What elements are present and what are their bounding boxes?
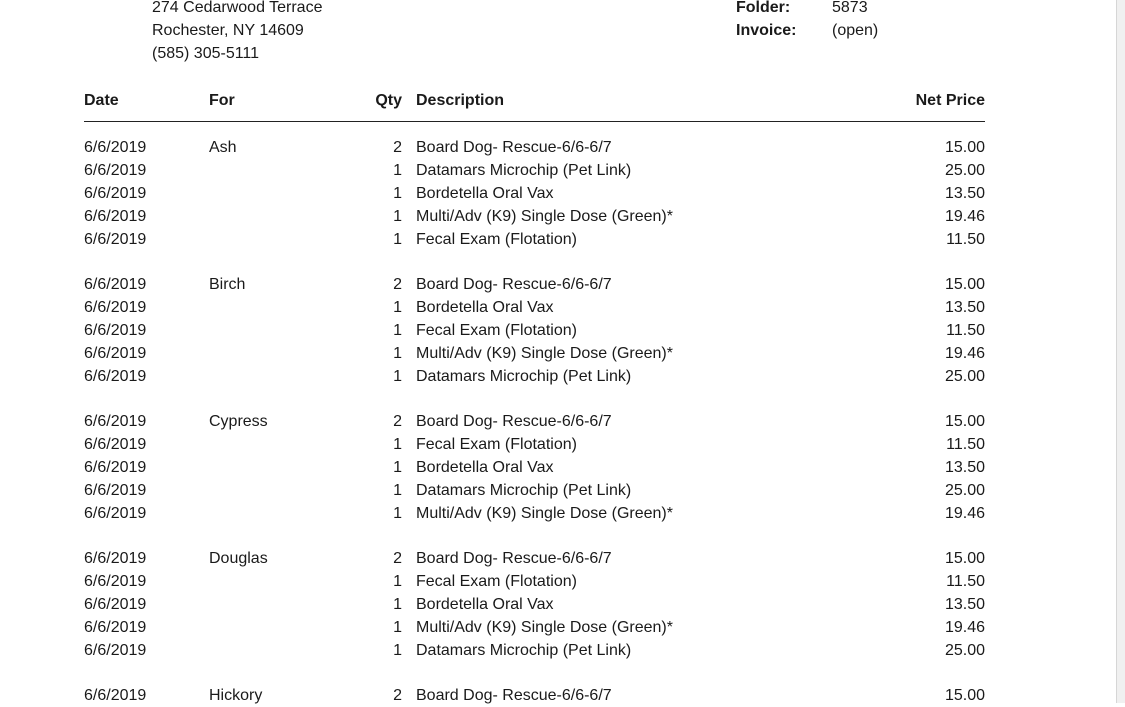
row-description: Board Dog- Rescue-6/6-6/7 bbox=[416, 687, 612, 704]
row-date: 6/6/2019 bbox=[84, 482, 147, 499]
table-row bbox=[0, 228, 1116, 251]
row-qty: 1 bbox=[393, 436, 402, 453]
table-row bbox=[0, 639, 1116, 662]
table-row bbox=[0, 365, 1116, 388]
table-row bbox=[0, 479, 1116, 502]
row-net-price: 11.50 bbox=[946, 231, 985, 248]
customer-phone: (585) 305-5111 bbox=[152, 45, 260, 62]
row-date: 6/6/2019 bbox=[84, 642, 147, 659]
row-date: 6/6/2019 bbox=[84, 322, 147, 339]
table-row bbox=[0, 273, 1116, 296]
table-row bbox=[0, 456, 1116, 479]
row-qty: 2 bbox=[393, 550, 402, 567]
row-date: 6/6/2019 bbox=[84, 231, 147, 248]
row-qty: 1 bbox=[393, 482, 402, 499]
row-description: Bordetella Oral Vax bbox=[416, 299, 554, 316]
row-net-price: 13.50 bbox=[944, 299, 985, 316]
table-row bbox=[0, 159, 1116, 182]
row-qty: 2 bbox=[393, 276, 402, 293]
row-date: 6/6/2019 bbox=[84, 436, 147, 453]
row-net-price: 19.46 bbox=[944, 505, 985, 522]
row-description: Fecal Exam (Flotation) bbox=[416, 231, 577, 248]
row-qty: 1 bbox=[393, 619, 402, 636]
row-date: 6/6/2019 bbox=[84, 413, 147, 430]
row-net-price: 25.00 bbox=[944, 482, 985, 499]
row-net-price: 25.00 bbox=[944, 642, 985, 659]
row-qty: 1 bbox=[393, 322, 402, 339]
column-header-for: For bbox=[209, 92, 235, 109]
row-net-price: 11.50 bbox=[946, 322, 985, 339]
row-qty: 1 bbox=[393, 459, 402, 476]
row-date: 6/6/2019 bbox=[84, 596, 147, 613]
row-date: 6/6/2019 bbox=[84, 368, 147, 385]
table-row bbox=[0, 136, 1116, 159]
table-row bbox=[0, 296, 1116, 319]
row-net-price: 19.46 bbox=[944, 208, 985, 225]
row-description: Bordetella Oral Vax bbox=[416, 459, 554, 476]
row-net-price: 19.46 bbox=[944, 345, 985, 362]
row-qty: 1 bbox=[393, 185, 402, 202]
row-qty: 1 bbox=[393, 573, 402, 590]
row-description: Board Dog- Rescue-6/6-6/7 bbox=[416, 413, 612, 430]
row-for: Cypress bbox=[209, 413, 268, 430]
row-qty: 1 bbox=[393, 208, 402, 225]
row-qty: 1 bbox=[393, 231, 402, 248]
column-header-date: Date bbox=[84, 92, 119, 109]
row-net-price: 15.00 bbox=[944, 687, 985, 704]
invoice-label: Invoice: bbox=[736, 22, 797, 39]
table-row bbox=[0, 319, 1116, 342]
row-net-price: 25.00 bbox=[944, 368, 985, 385]
row-date: 6/6/2019 bbox=[84, 185, 147, 202]
row-qty: 1 bbox=[393, 299, 402, 316]
row-description: Bordetella Oral Vax bbox=[416, 185, 554, 202]
table-row bbox=[0, 410, 1116, 433]
row-for: Ash bbox=[209, 139, 237, 156]
row-date: 6/6/2019 bbox=[84, 573, 147, 590]
column-header-description: Description bbox=[416, 92, 505, 109]
row-for: Birch bbox=[209, 276, 246, 293]
row-qty: 1 bbox=[393, 596, 402, 613]
row-qty: 2 bbox=[393, 413, 402, 430]
row-description: Fecal Exam (Flotation) bbox=[416, 322, 577, 339]
row-net-price: 25.00 bbox=[944, 162, 985, 179]
folder-label: Folder: bbox=[736, 0, 791, 16]
column-header-qty: Qty bbox=[375, 92, 402, 109]
row-description: Datamars Microchip (Pet Link) bbox=[416, 642, 632, 659]
row-qty: 2 bbox=[393, 687, 402, 704]
row-date: 6/6/2019 bbox=[84, 208, 147, 225]
row-net-price: 15.00 bbox=[944, 139, 985, 156]
table-row bbox=[0, 593, 1116, 616]
table-row bbox=[0, 433, 1116, 456]
table-row bbox=[0, 616, 1116, 639]
table-row bbox=[0, 684, 1116, 707]
table-row bbox=[0, 502, 1116, 525]
row-qty: 1 bbox=[393, 368, 402, 385]
row-description: Bordetella Oral Vax bbox=[416, 596, 554, 613]
vertical-scrollbar[interactable] bbox=[1116, 0, 1125, 703]
row-qty: 2 bbox=[393, 139, 402, 156]
row-net-price: 13.50 bbox=[944, 596, 985, 613]
row-net-price: 11.50 bbox=[946, 573, 985, 590]
row-net-price: 15.00 bbox=[944, 413, 985, 430]
row-date: 6/6/2019 bbox=[84, 162, 147, 179]
row-description: Datamars Microchip (Pet Link) bbox=[416, 482, 632, 499]
row-qty: 1 bbox=[393, 162, 402, 179]
row-net-price: 11.50 bbox=[946, 436, 985, 453]
row-date: 6/6/2019 bbox=[84, 550, 147, 567]
row-date: 6/6/2019 bbox=[84, 299, 147, 316]
row-date: 6/6/2019 bbox=[84, 619, 147, 636]
row-net-price: 15.00 bbox=[944, 550, 985, 567]
customer-address-line1: 274 Cedarwood Terrace bbox=[152, 0, 323, 16]
table-row bbox=[0, 182, 1116, 205]
row-date: 6/6/2019 bbox=[84, 276, 147, 293]
column-header-net-price: Net Price bbox=[915, 92, 985, 109]
row-description: Multi/Adv (K9) Single Dose (Green)* bbox=[416, 345, 673, 362]
row-for: Hickory bbox=[209, 687, 263, 704]
row-qty: 1 bbox=[393, 345, 402, 362]
row-description: Datamars Microchip (Pet Link) bbox=[416, 162, 632, 179]
customer-address-line2: Rochester, NY 14609 bbox=[152, 22, 304, 39]
invoice-value: (open) bbox=[832, 22, 879, 39]
row-net-price: 13.50 bbox=[944, 459, 985, 476]
row-net-price: 19.46 bbox=[944, 619, 985, 636]
table-row bbox=[0, 342, 1116, 365]
table-row bbox=[0, 205, 1116, 228]
row-date: 6/6/2019 bbox=[84, 139, 147, 156]
row-for: Douglas bbox=[209, 550, 268, 567]
row-net-price: 13.50 bbox=[944, 185, 985, 202]
row-description: Board Dog- Rescue-6/6-6/7 bbox=[416, 550, 612, 567]
row-description: Multi/Adv (K9) Single Dose (Green)* bbox=[416, 619, 673, 636]
table-row bbox=[0, 547, 1116, 570]
row-qty: 1 bbox=[393, 642, 402, 659]
folder-value: 5873 bbox=[832, 0, 868, 16]
header-divider bbox=[84, 121, 985, 122]
row-description: Datamars Microchip (Pet Link) bbox=[416, 368, 632, 385]
row-date: 6/6/2019 bbox=[84, 459, 147, 476]
table-row bbox=[0, 570, 1116, 593]
row-description: Board Dog- Rescue-6/6-6/7 bbox=[416, 276, 612, 293]
row-description: Fecal Exam (Flotation) bbox=[416, 573, 577, 590]
row-net-price: 15.00 bbox=[944, 276, 985, 293]
row-qty: 1 bbox=[393, 505, 402, 522]
row-description: Board Dog- Rescue-6/6-6/7 bbox=[416, 139, 612, 156]
row-date: 6/6/2019 bbox=[84, 687, 147, 704]
row-description: Multi/Adv (K9) Single Dose (Green)* bbox=[416, 505, 673, 522]
row-date: 6/6/2019 bbox=[84, 345, 147, 362]
row-description: Fecal Exam (Flotation) bbox=[416, 436, 577, 453]
row-description: Multi/Adv (K9) Single Dose (Green)* bbox=[416, 208, 673, 225]
row-date: 6/6/2019 bbox=[84, 505, 147, 522]
